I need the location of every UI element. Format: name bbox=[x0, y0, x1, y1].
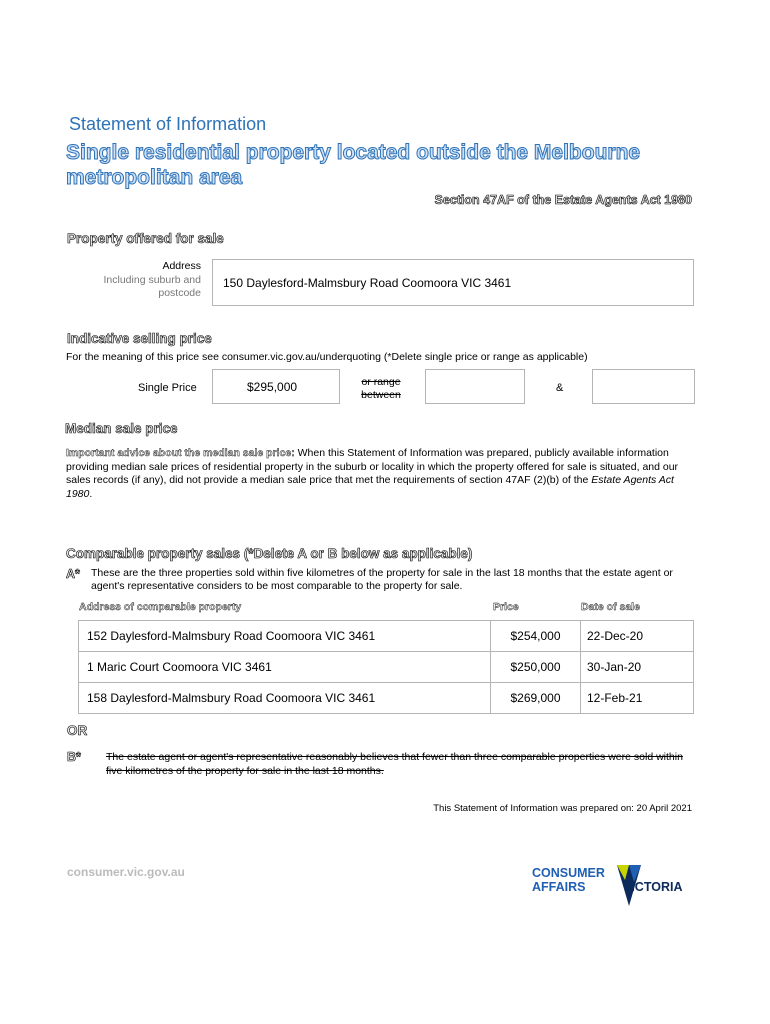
consumer-affairs-victoria-logo bbox=[530, 862, 700, 912]
comparable-table bbox=[78, 620, 694, 714]
comparable-price-cell[interactable]: $269,000 bbox=[491, 683, 581, 714]
prepared-date: This Statement of Information was prepared on: 20 April 2021 bbox=[433, 803, 692, 814]
table-row bbox=[79, 683, 694, 714]
comparable-price-cell[interactable]: $254,000 bbox=[491, 621, 581, 652]
table-row bbox=[79, 652, 694, 683]
range-high-field[interactable] bbox=[592, 369, 695, 404]
footer-url[interactable]: consumer.vic.gov.au bbox=[67, 865, 185, 879]
table-row bbox=[79, 621, 694, 652]
comparable-date-cell[interactable]: 12-Feb-21 bbox=[581, 683, 694, 714]
option-b-marker: B* bbox=[67, 750, 81, 764]
median-advice-text: When this Statement of Information was prepared, publicly available information providing median sale prices of residential property in the suburb or locality in which the property offered for sale is situated, and our sales records (if any), did not provide a median sale price that met the requirements of section 47AF (2)(b) of the bbox=[66, 447, 679, 486]
option-a-marker: A* bbox=[66, 567, 80, 581]
comparable-address-cell[interactable]: 158 Daylesford-Malmsbury Road Coomoora VIC 3461 bbox=[79, 683, 491, 714]
range-ampersand: & bbox=[556, 382, 564, 394]
comparable-date-cell[interactable]: 22-Dec-20 bbox=[581, 621, 694, 652]
address-sublabel: Including suburb and postcode bbox=[103, 273, 201, 299]
median-heading: Median sale price bbox=[65, 421, 178, 436]
median-advice bbox=[66, 447, 691, 501]
document-title: Single residential property located outside the Melbourne metropolitan area bbox=[66, 141, 641, 189]
logo-line2: AFFAIRS bbox=[532, 880, 586, 894]
comparable-address-cell[interactable]: 152 Daylesford-Malmsbury Road Coomoora VIC 3461 bbox=[79, 621, 491, 652]
price-note: For the meaning of this price see consumer.vic.gov.au/underquoting (*Delete single price or range as applicable) bbox=[66, 351, 588, 363]
median-act-name: Estate Agents Act 1980 bbox=[66, 474, 674, 500]
single-price-label: Single Price bbox=[138, 382, 197, 394]
comparable-price-cell[interactable]: $250,000 bbox=[491, 652, 581, 683]
logo-line1: CONSUMER bbox=[532, 866, 605, 880]
single-price-field[interactable]: $295,000 bbox=[212, 369, 340, 404]
col-date-header: Date of sale bbox=[581, 601, 640, 613]
address-label-block bbox=[80, 260, 201, 301]
document-type: Statement of Information bbox=[69, 114, 267, 134]
option-a-text: These are the three properties sold within five kilometres of the property for sale in the last 18 months that the estate agent or agent's representative considers to be most comparable to the property for sale. bbox=[91, 567, 673, 592]
median-advice-label: Important advice about the median sale price: bbox=[66, 447, 295, 459]
col-address-header: Address of comparable property bbox=[79, 601, 242, 613]
comparable-heading: Comparable property sales (*Delete A or B below as applicable) bbox=[66, 546, 473, 561]
property-heading: Property offered for sale bbox=[67, 231, 224, 246]
or-range-label: or range between bbox=[361, 376, 401, 401]
median-advice-end: . bbox=[89, 487, 93, 500]
comparable-address-cell[interactable]: 1 Maric Court Coomoora VIC 3461 bbox=[79, 652, 491, 683]
comparable-date-cell[interactable]: 30-Jan-20 bbox=[581, 652, 694, 683]
act-reference: Section 47AF of the Estate Agents Act 1980 bbox=[434, 193, 692, 207]
address-field[interactable]: 150 Daylesford-Malmsbury Road Coomoora VIC 3461 bbox=[212, 259, 694, 306]
col-price-header: Price bbox=[493, 601, 519, 613]
logo-line3: VICTORIA bbox=[623, 880, 683, 894]
indicative-heading: Indicative selling price bbox=[67, 331, 212, 346]
range-low-field[interactable] bbox=[425, 369, 525, 404]
or-separator: OR bbox=[67, 723, 88, 738]
address-label: Address bbox=[162, 260, 201, 272]
option-b-text: The estate agent or agent's representative reasonably believes that fewer than three comparable properties were sold within five kilometres of the property for sale in the last 18 months. bbox=[106, 751, 683, 777]
